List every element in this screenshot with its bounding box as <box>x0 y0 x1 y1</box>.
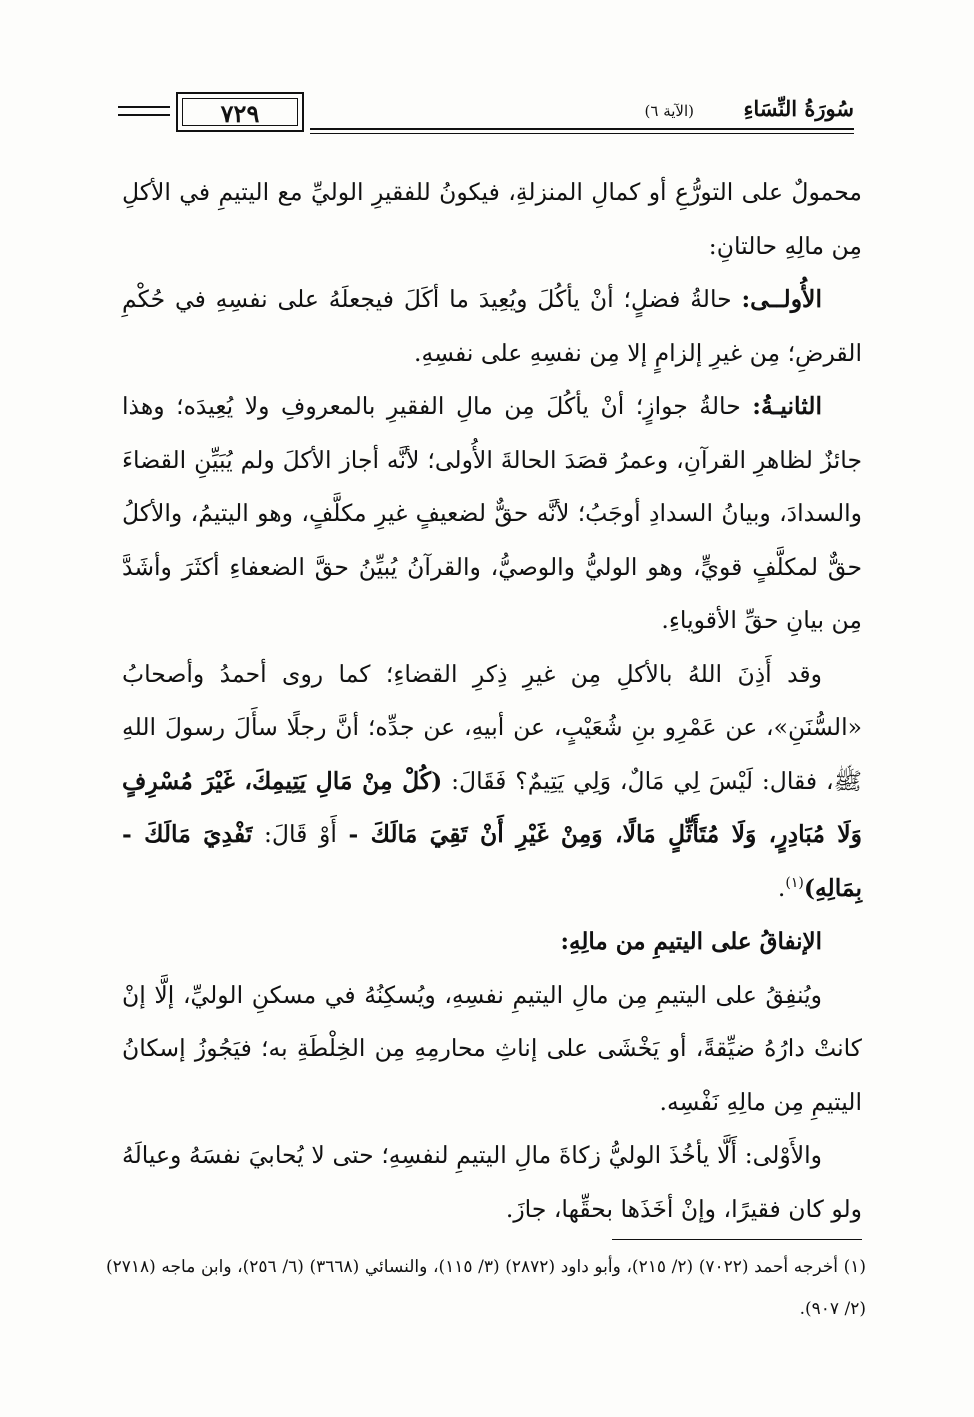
main-text <box>122 166 862 1236</box>
footnote-divider <box>612 1239 862 1240</box>
paragraph-3 <box>122 380 862 648</box>
paragraph-1: محمولٌ على التورُّعِ أو كمالِ المنزلةِ، فيكونُ للفقيرِ الوليِّ مع اليتيمِ في الأكلِ مِن مالِهِ حالتانِ: <box>122 178 862 260</box>
hadith-text-end: تَفْدِيَ مَالَكَ - بِمَالِهِ) <box>122 820 862 902</box>
section-heading: الإنفاقُ على اليتيمِ من مالِهِ: <box>560 928 822 955</box>
page-number-frame <box>176 92 304 132</box>
footnotes <box>106 1246 866 1330</box>
paragraph-2-text: حالةُ فضلٍ؛ أنْ يأكُلَ ويُعِيدَ ما أكَلَ فيجعلَهُ على نفسِهِ في حُكْمِ القرضِ؛ مِن غيرِ إلزامٍ إلا مِن نفسِهِ على نفسِهِ. <box>122 285 862 367</box>
paragraph-5: ويُنفِقُ على اليتيمِ مِن مالِ اليتيمِ نفسِهِ، ويُسكِنُهُ في مسكنِ الوليِّ، إلَّا إنْ كانتْ دارُهُ ضيِّقةً، أو يَخْشَى على إناثِ محارمِهِ مِن الخِلْطَةِ به؛ فيَجُوزُ إسكانُ اليتيمِ مِن مالِهِ نَفْسِه. <box>122 980 862 1116</box>
paragraph-6: والأَوْلى: أَلَّا يأخُذَ الوليُّ زكاةَ مالِ اليتيمِ لنفسِهِ؛ حتى لا يُحابيَ نفسَهُ وعيالَهُ ولو كان فقيرًا، وإنْ أخَذَها بحقِّها، جازَ. <box>122 1141 862 1223</box>
surah-title: سُورَةُ النِّسَاءِ <box>743 96 854 121</box>
page-number: ٧٢٩ <box>182 98 298 126</box>
header-rule-right <box>310 128 854 130</box>
footnote-marker: (١) <box>785 874 804 891</box>
header-rule-left-bottom <box>118 114 170 116</box>
paragraph-3-text: حالةُ جوازٍ؛ أنْ يأكُلَ مِن مالِ الفقيرِ بالمعروفِ ولا يُعِيدَه؛ وهذا جائزٌ لظاهرِ القرآنِ، وعمرُ قصَدَ الحالةَ الأُولى؛ لأنَّه أجاز الأكلَ ولم يُبَيِّنِ القضاءَ والسدادَ، وبيانُ السدادِ أوجَبُ؛ لأنَّه حقٌّ لضعيفٍ غيرِ مكلَّفٍ، وهو اليتيمُ، والأكلُ حقٌّ لمكلَّفٍ قويٍّ، وهو الوليُّ والوصيُّ، والقرآنُ يُبيِّنُ حقَّ الضعفاءِ أكثَرَ وأشَدَّ مِن بيانِ حقِّ الأقوياءِ. <box>122 392 862 634</box>
ayah-reference: (الآية ٦) <box>644 102 694 120</box>
paragraph-2 <box>122 273 862 380</box>
header-rule-right-thin <box>310 133 854 134</box>
footnote-1: (١) أخرجه أحمد (٧٠٢٢) (٢/ ٢١٥)، وأبو داود (٢٨٧٢) (٣/ ١١٥)، والنسائي (٣٦٦٨) (٦/ ٢٥٦)، وابن ماجه (٢٧١٨) (٢/ ٩٠٧). <box>106 1257 867 1319</box>
hadith-aside: أَوْ قَالَ: <box>263 820 337 848</box>
label-first: الأُولــى: <box>741 285 822 313</box>
header-rule-left-top <box>118 106 170 108</box>
label-second: الثانيـةُ: <box>752 392 822 420</box>
hadith-text: (كُلْ مِنْ مَالِ يَتِيمِكَ، غَيْرَ مُسْرِفٍ وَلَا مُبَادِرٍ، وَلَا مُتَأَثِّلٍ مَالًا، وَمِنْ غَيْرِ أَنْ تَقِيَ مَالَكَ - <box>122 766 862 848</box>
page-header <box>118 92 854 134</box>
paragraph-4-text: وقد أَذِنَ اللهُ بالأكلِ مِن غيرِ ذِكرِ القضاءِ؛ كما روى أحمدُ وأصحابُ «السُّنَنِ»، عن عَمْرِو بنِ شُعَيْبٍ، عن أبيهِ، عن جدِّه؛ أنَّ رجلًا سأَلَ رسولَ اللهِ ﷺ، فقال: لَيْسَ لِي مَالٌ، وَلِي يَتِيمٌ؟ فَقَالَ: <box>122 659 863 795</box>
paragraph-4: وقد أَذِنَ اللهُ بالأكلِ مِن غيرِ ذِكرِ القضاءِ؛ كما روى أحمدُ وأصحابُ «السُّنَنِ»، عن عَمْرِو بنِ شُعَيْبٍ، عن أبيهِ، عن جدِّه؛ أنَّ رجلًا سأَلَ رسولَ اللهِ ﷺ، فقال: لَيْسَ لِي مَالٌ، وَلِي يَتِيمٌ؟ فَقَالَ: (كُلْ مِنْ مَالِ يَتِيمِكَ، غَيْرَ مُسْرِفٍ وَلَا مُبَادِرٍ، وَلَا مُتَأَثِّلٍ مَالًا، وَمِنْ غَيْرِ أَنْ تَقِيَ مَالَكَ - أَوْ قَالَ: تَفْدِيَ مَالَكَ - بِمَالِهِ)$^{(١)}$. <box>122 659 863 902</box>
